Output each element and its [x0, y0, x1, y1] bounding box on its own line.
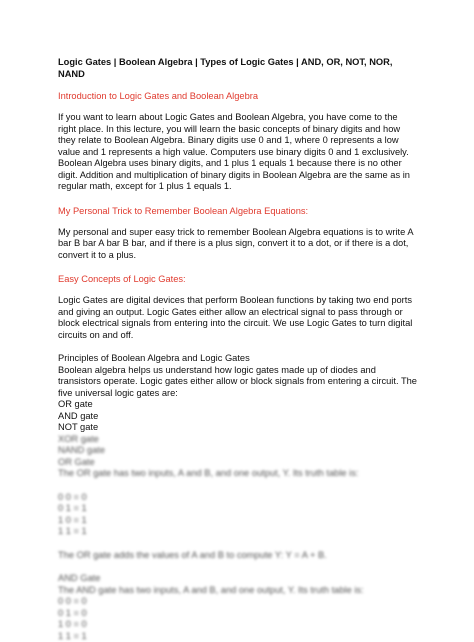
blurred-line: 0 1 = 0 — [58, 608, 418, 620]
blurred-line: 0 1 = 1 — [58, 503, 418, 515]
blurred-line: NAND gate — [58, 445, 418, 457]
blurred-line: The AND gate has two inputs, A and B, and one output, Y. Its truth table is: — [58, 585, 418, 597]
section-heading-introduction: Introduction to Logic Gates and Boolean Algebra — [58, 90, 418, 102]
section-body-easy-concepts: Logic Gates are digital devices that perform Boolean functions by taking two end ports and giving an output. Logic Gates either allow an electrical signal to pass through or block electrical signals from entering into the circuit. We use Logic Gates to turn digital circuits on and off. — [58, 295, 418, 341]
gate-list-item: OR gate — [58, 399, 418, 411]
blurred-line: 0 0 = 0 — [58, 596, 418, 608]
blurred-line: The OR gate has two inputs, A and B, and one output, Y. Its truth table is: — [58, 468, 418, 480]
blurred-line: XOR gate — [58, 434, 418, 446]
gate-list-item: NOT gate — [58, 422, 418, 434]
blurred-line: AND Gate — [58, 573, 418, 585]
section-body-introduction: If you want to learn about Logic Gates and Boolean Algebra, you have come to the right place. In this lecture, you will learn the basic concepts of binary digits and how they relate to Boolean Algebra. Binary digits use 0 and 1, where 0 represents a low value and 1 represents a high value. Computers use binary digits 0 and 1 exclusively. Boolean Algebra uses binary digits, and 1 plus 1 equals 1 because there is no other digit. Addition and multiplication of binary digits in Boolean Algebra are the same as in regular math, except for 1 plus 1 equals 1. — [58, 112, 418, 193]
gate-list-item: AND gate — [58, 411, 418, 423]
blurred-line: The OR gate adds the values of A and B to compute Y: Y = A + B. — [58, 550, 418, 562]
document-content — [58, 56, 418, 642]
principles-title: Principles of Boolean Algebra and Logic Gates — [58, 353, 418, 365]
blurred-line: OR Gate — [58, 457, 418, 469]
blurred-line: 1 0 = 1 — [58, 515, 418, 527]
blurred-line: 1 1 = 1 — [58, 526, 418, 538]
blurred-line: 0 0 = 0 — [58, 492, 418, 504]
section-heading-personal-trick: My Personal Trick to Remember Boolean Algebra Equations: — [58, 205, 418, 217]
blurred-preview-region — [58, 434, 418, 642]
section-body-personal-trick: My personal and super easy trick to remember Boolean Algebra equations is to write A bar B bar A bar B bar, and if there is a plus sign, convert it to a dot, or if there is a dot, convert it to a plus. — [58, 227, 418, 262]
document-title: Logic Gates | Boolean Algebra | Types of Logic Gates | AND, OR, NOT, NOR, NAND — [58, 56, 418, 80]
blurred-line: 1 1 = 1 — [58, 631, 418, 642]
section-heading-easy-concepts: Easy Concepts of Logic Gates: — [58, 273, 418, 285]
principles-body: Boolean algebra helps us understand how logic gates made up of diodes and transistors operate. Logic gates either allow or block signals from entering a circuit. The five universal logic gates are: — [58, 365, 418, 400]
blurred-line: 1 0 = 0 — [58, 619, 418, 631]
